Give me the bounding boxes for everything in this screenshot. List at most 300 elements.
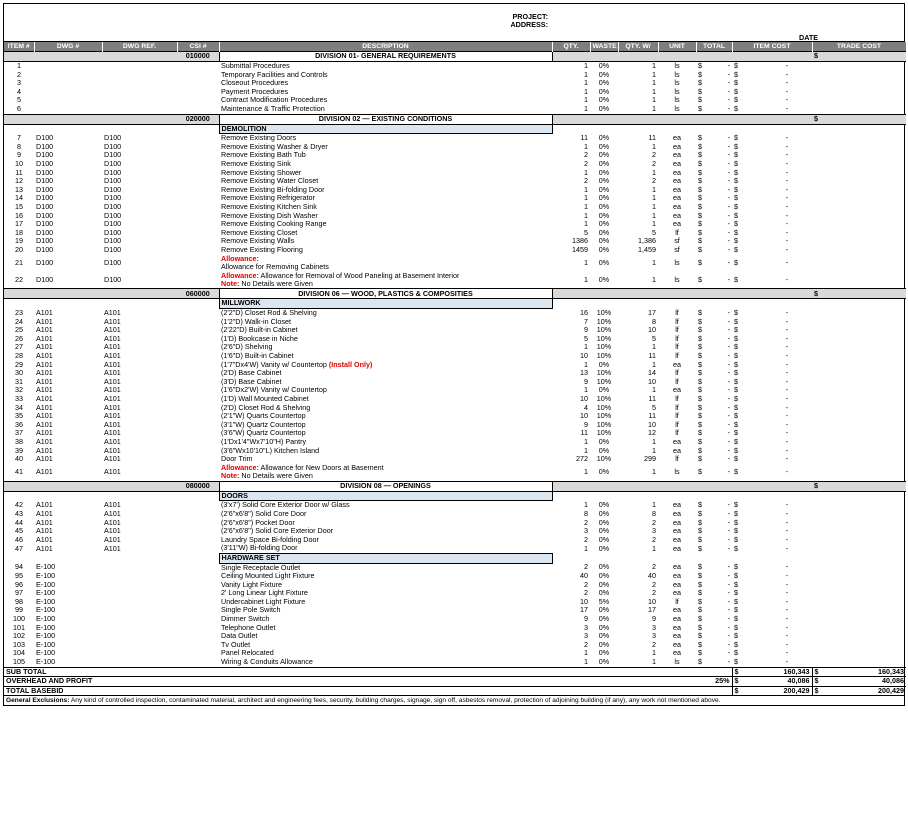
dash: - <box>785 274 788 284</box>
dwg-ref: D100 <box>104 177 122 186</box>
item-cost-cell <box>732 237 812 246</box>
quantity-with-waste: 2 <box>652 580 656 589</box>
allowance-label: Allowance: <box>221 463 259 472</box>
item-cost-cell <box>732 563 812 572</box>
trade-cost-cell <box>812 395 906 404</box>
description <box>219 318 552 327</box>
item-cost-cell <box>732 160 812 169</box>
dash: - <box>785 632 788 641</box>
quantity-with-waste: 1 <box>652 257 656 267</box>
waste-percent: 0% <box>598 104 610 113</box>
dollar-sign: $ <box>698 649 702 658</box>
quantity-with-waste: 3 <box>652 527 656 536</box>
table-row <box>4 212 906 221</box>
dwg-number: E-100 <box>36 606 56 615</box>
dwg-ref <box>102 88 177 97</box>
dollar-sign: $ <box>734 159 738 168</box>
section-spacer <box>4 491 219 501</box>
dwg-number: E-100 <box>36 572 56 581</box>
dollar-sign: $ <box>698 386 702 395</box>
item-cost-cell <box>732 369 812 378</box>
csi-cell <box>177 254 219 271</box>
total-cell <box>696 229 732 238</box>
quantity: 2 <box>584 518 588 527</box>
dash: - <box>785 96 788 105</box>
dash: - <box>785 580 788 589</box>
item-cost-cell <box>732 438 812 447</box>
csi-cell <box>177 519 219 528</box>
dwg-number: E-100 <box>36 597 56 606</box>
table-row <box>4 335 906 344</box>
dwg-number: A101 <box>36 527 53 536</box>
item-cost-cell <box>732 169 812 178</box>
dollar-sign: $ <box>698 220 702 229</box>
dash: - <box>785 500 788 510</box>
unit: ls <box>674 87 680 96</box>
unit: ls <box>674 467 680 477</box>
csi-cell <box>177 177 219 186</box>
unit: ea <box>673 518 681 527</box>
unit: lf <box>675 369 679 378</box>
dollar-sign: $ <box>734 352 738 361</box>
description-text: Vanity Light Fixture <box>221 580 282 589</box>
dwg-ref: D100 <box>104 133 122 142</box>
description-text: Submittal Procedures <box>221 61 290 70</box>
trade-cost-cell <box>812 160 906 169</box>
description-text: Remove Existing Cooking Range <box>221 220 327 229</box>
item-cost-cell <box>732 79 812 88</box>
waste-percent: 0% <box>598 133 610 142</box>
dwg-number: E-100 <box>36 658 56 667</box>
total-cell <box>696 581 732 590</box>
dash: - <box>727 334 730 343</box>
quantity: 10 <box>580 412 588 421</box>
column-header: DWG # <box>34 42 102 52</box>
dwg-ref: A101 <box>104 386 121 395</box>
trade-cost-cell <box>812 79 906 88</box>
division-dollar: $ <box>812 52 906 62</box>
csi-cell <box>177 624 219 633</box>
item-number: 31 <box>15 377 23 386</box>
unit: ls <box>674 61 680 70</box>
waste-percent: 10% <box>596 369 612 378</box>
csi-cell <box>177 404 219 413</box>
quantity-with-waste: 14 <box>648 369 656 378</box>
trade-cost-cell <box>812 624 906 633</box>
dollar-sign: $ <box>698 70 702 79</box>
dash: - <box>727 420 730 429</box>
dash: - <box>727 352 730 361</box>
description-text: Closeout Procedures <box>221 79 289 88</box>
dollar-sign: $ <box>698 96 702 105</box>
item-number: 33 <box>15 395 23 403</box>
item-number: 39 <box>15 446 23 455</box>
description-text: (3'11"W) Bi-folding Door <box>221 544 298 553</box>
dash: - <box>785 518 788 527</box>
waste-percent: 10% <box>596 420 612 429</box>
dash: - <box>785 360 788 369</box>
dollar-sign: $ <box>734 467 738 477</box>
item-number: 37 <box>15 429 23 438</box>
estimate-table <box>4 42 907 695</box>
description <box>219 536 552 545</box>
dash: - <box>727 257 730 267</box>
description-text: Panel Relocated <box>221 649 274 658</box>
unit: ea <box>673 589 681 598</box>
allowance-text: Allowance for Removal of Wood Paneling at Basement Interior <box>258 271 460 280</box>
item-cost-cell <box>732 527 812 536</box>
dash: - <box>727 455 730 464</box>
total-cell <box>696 105 732 114</box>
trade-cost-cell <box>812 598 906 607</box>
dash: - <box>785 133 788 142</box>
trade-cost-cell <box>812 501 906 510</box>
dwg-number: A101 <box>36 467 53 477</box>
table-row <box>4 105 906 114</box>
item-cost-cell <box>732 632 812 641</box>
dash: - <box>727 527 730 536</box>
csi-cell <box>177 246 219 255</box>
dash: - <box>785 623 788 632</box>
dollar-sign: $ <box>734 527 738 536</box>
dwg-ref: A101 <box>104 420 121 429</box>
waste-percent: 0% <box>598 177 610 186</box>
dollar-sign: $ <box>698 177 702 186</box>
description-text: (1'7"Dx4'W) Vanity w/ Countertop <box>221 360 329 369</box>
unit: ea <box>673 500 681 510</box>
waste-percent: 0% <box>598 220 610 229</box>
description-text: (2'D) Base Cabinet <box>221 369 282 378</box>
item-number: 26 <box>15 334 23 343</box>
description-text: Remove Existing Closet <box>221 228 298 237</box>
unit: lf <box>675 326 679 335</box>
description-text: Dimmer Switch <box>221 615 270 624</box>
csi-cell <box>177 641 219 650</box>
unit: ls <box>674 274 680 284</box>
csi-cell <box>177 134 219 143</box>
dash: - <box>727 580 730 589</box>
item-cost-cell <box>732 96 812 105</box>
dash: - <box>727 317 730 326</box>
quantity-with-waste: 1 <box>652 343 656 352</box>
quantity: 11 <box>580 133 588 142</box>
dwg-ref <box>102 598 177 607</box>
allowance-text: Allowance for New Doors at Basement <box>258 463 384 472</box>
dash: - <box>785 194 788 203</box>
quantity-with-waste: 5 <box>652 334 656 343</box>
trade-cost-cell <box>812 527 906 536</box>
dash: - <box>727 500 730 510</box>
quantity: 1 <box>584 194 588 203</box>
table-row <box>4 615 906 624</box>
dollar-sign: $ <box>698 211 702 220</box>
description <box>219 464 552 482</box>
item-cost-cell <box>732 177 812 186</box>
dollar-sign: $ <box>734 326 738 335</box>
quantity-with-waste: 1 <box>652 658 656 667</box>
dash: - <box>785 535 788 544</box>
table-row <box>4 361 906 370</box>
totals-label: TOTAL BASEBID <box>4 686 696 695</box>
item-cost-cell <box>732 212 812 221</box>
dollar-sign: $ <box>698 202 702 211</box>
dwg-ref: A101 <box>104 343 121 352</box>
quantity: 1 <box>584 649 588 658</box>
quantity: 272 <box>576 455 588 464</box>
description-text: (3'D) Base Cabinet <box>221 377 282 386</box>
description <box>219 606 552 615</box>
quantity-with-waste: 17 <box>648 606 656 615</box>
waste-percent: 0% <box>598 518 610 527</box>
dwg-ref <box>102 105 177 114</box>
dwg-number: D100 <box>36 228 54 237</box>
dwg-number: A101 <box>36 395 53 403</box>
item-number: 25 <box>15 326 23 335</box>
item-cost-cell <box>732 447 812 456</box>
allowance-label: Allowance: <box>221 254 259 263</box>
total-cell <box>696 519 732 528</box>
dash: - <box>785 606 788 615</box>
item-cost-cell <box>732 105 812 114</box>
item-number: 29 <box>15 360 23 369</box>
division-dollar: $ <box>812 289 906 299</box>
csi-cell <box>177 271 219 289</box>
description <box>219 237 552 246</box>
trade-cost-cell <box>812 447 906 456</box>
csi-cell <box>177 237 219 246</box>
table-row <box>4 88 906 97</box>
dash: - <box>727 104 730 113</box>
csi-cell <box>177 220 219 229</box>
item-cost-cell <box>732 536 812 545</box>
total-cell <box>696 220 732 229</box>
quantity: 9 <box>584 420 588 429</box>
total-cell <box>696 318 732 327</box>
csi-cell <box>177 88 219 97</box>
quantity-with-waste: 1,459 <box>638 245 656 254</box>
dash: - <box>727 509 730 518</box>
dollar-sign: $ <box>734 177 738 186</box>
item-cost-cell <box>732 335 812 344</box>
dwg-number <box>34 79 102 88</box>
trade-cost-cell <box>812 134 906 143</box>
waste-percent: 0% <box>598 61 610 70</box>
totals-percent <box>696 686 732 695</box>
dash: - <box>727 177 730 186</box>
dwg-number: E-100 <box>36 615 56 624</box>
dollar-sign: $ <box>734 194 738 203</box>
dash: - <box>785 467 788 477</box>
column-header: CSI # <box>177 42 219 52</box>
quantity-with-waste: 2 <box>652 518 656 527</box>
dollar-sign: $ <box>734 580 738 589</box>
dash: - <box>727 467 730 477</box>
quantity: 2 <box>584 580 588 589</box>
dwg-ref: A101 <box>104 360 121 369</box>
dwg-number: A101 <box>36 455 53 464</box>
dash: - <box>785 615 788 624</box>
dwg-number: A101 <box>36 377 53 386</box>
dwg-number: E-100 <box>36 589 56 598</box>
quantity-with-waste: 1 <box>652 96 656 105</box>
dollar-sign: $ <box>734 572 738 581</box>
dollar-sign: $ <box>698 87 702 96</box>
waste-percent: 0% <box>598 168 610 177</box>
csi-cell <box>177 71 219 80</box>
dollar-sign: $ <box>734 623 738 632</box>
dash: - <box>785 369 788 378</box>
quantity-with-waste: 1 <box>652 437 656 446</box>
item-number: 96 <box>15 580 23 589</box>
item-number: 43 <box>15 509 23 518</box>
waste-percent: 0% <box>598 79 610 88</box>
dollar-sign: $ <box>734 228 738 237</box>
item-number: 98 <box>15 597 23 606</box>
dwg-ref: A101 <box>104 446 121 455</box>
dwg-number: A101 <box>36 360 53 369</box>
table-row <box>4 254 906 271</box>
totals-percent: 25% <box>696 677 732 687</box>
description-text: Data Outlet <box>221 632 258 641</box>
item-number: 3 <box>17 79 21 88</box>
dash: - <box>727 412 730 421</box>
total-cell <box>696 246 732 255</box>
quantity: 1386 <box>572 237 588 246</box>
division-title: DIVISION 08 — OPENINGS <box>219 481 552 491</box>
totals-item-cost <box>732 686 812 695</box>
table-row <box>4 429 906 438</box>
dash: - <box>727 437 730 446</box>
trade-cost-cell <box>812 96 906 105</box>
total-cell <box>696 527 732 536</box>
unit: ls <box>674 79 680 88</box>
csi-cell <box>177 186 219 195</box>
quantity: 1 <box>584 185 588 194</box>
dollar-sign: $ <box>734 220 738 229</box>
dollar-sign: $ <box>698 334 702 343</box>
description <box>219 160 552 169</box>
unit: ea <box>673 563 681 572</box>
quantity: 10 <box>580 352 588 361</box>
dwg-ref: D100 <box>104 211 122 220</box>
unit: ea <box>673 142 681 151</box>
quantity: 5 <box>584 228 588 237</box>
dash: - <box>785 437 788 446</box>
dwg-number: D100 <box>36 245 54 254</box>
dollar-sign: $ <box>698 658 702 667</box>
description <box>219 151 552 160</box>
waste-percent: 0% <box>598 632 610 641</box>
table-row <box>4 386 906 395</box>
dwg-number: D100 <box>36 211 54 220</box>
unit: lf <box>675 403 679 412</box>
dollar-sign: $ <box>734 257 738 267</box>
amount: 200,429 <box>783 686 810 695</box>
item-cost-cell <box>732 649 812 658</box>
trade-cost-cell <box>812 343 906 352</box>
total-cell <box>696 404 732 413</box>
item-cost-cell <box>732 412 812 421</box>
total-cell <box>696 79 732 88</box>
dash: - <box>785 237 788 246</box>
item-cost-cell <box>732 510 812 519</box>
dash: - <box>727 403 730 412</box>
unit: ea <box>673 360 681 369</box>
unit: ea <box>673 168 681 177</box>
quantity-with-waste: 5 <box>652 403 656 412</box>
trade-cost-cell <box>812 361 906 370</box>
unit: lf <box>675 228 679 237</box>
quantity: 1 <box>584 500 588 510</box>
waste-percent: 10% <box>596 352 612 361</box>
item-number: 23 <box>15 308 23 317</box>
description-text: (2'6"x6'8") Solid Core Exterior Door <box>221 527 334 536</box>
dwg-ref: D100 <box>104 185 122 194</box>
section-spacer <box>552 124 906 134</box>
table-row <box>4 186 906 195</box>
dwg-number: D100 <box>36 151 54 160</box>
dollar-sign: $ <box>734 308 738 317</box>
quantity-with-waste: 2 <box>652 640 656 649</box>
dwg-number <box>34 88 102 97</box>
csi-cell <box>177 96 219 105</box>
table-row <box>4 229 906 238</box>
description-text: Remove Existing Walls <box>221 237 295 246</box>
csi-cell <box>177 369 219 378</box>
item-cost-cell <box>732 88 812 97</box>
dash: - <box>785 211 788 220</box>
trade-cost-cell <box>812 229 906 238</box>
amount: 40,086 <box>882 676 904 686</box>
section-row <box>4 553 906 563</box>
totals-row <box>4 686 906 695</box>
total-cell <box>696 572 732 581</box>
dollar-sign: $ <box>734 420 738 429</box>
waste-percent: 10% <box>596 326 612 335</box>
dollar-sign: $ <box>698 151 702 160</box>
dollar-sign: $ <box>734 61 738 70</box>
trade-cost-cell <box>812 589 906 598</box>
totals-row <box>4 677 906 687</box>
quantity: 11 <box>580 429 588 438</box>
waste-percent: 10% <box>596 403 612 412</box>
dwg-number: D100 <box>36 177 54 186</box>
dollar-sign: $ <box>698 403 702 412</box>
dwg-number: A101 <box>36 429 53 438</box>
quantity-with-waste: 1 <box>652 168 656 177</box>
quantity: 5 <box>584 334 588 343</box>
dollar-sign: $ <box>734 386 738 395</box>
table-row <box>4 447 906 456</box>
item-cost-cell <box>732 615 812 624</box>
description-text: Wiring & Conduits Allowance <box>221 658 313 667</box>
section-spacer <box>552 299 906 309</box>
item-cost-cell <box>732 352 812 361</box>
item-number: 97 <box>15 589 23 598</box>
dwg-ref: A101 <box>104 500 121 510</box>
dollar-sign: $ <box>734 500 738 510</box>
dwg-ref: A101 <box>104 403 121 412</box>
waste-percent: 0% <box>598 360 610 369</box>
item-number: 44 <box>15 518 23 527</box>
table-row <box>4 438 906 447</box>
csi-cell <box>177 309 219 318</box>
item-number: 5 <box>17 96 21 105</box>
csi-cell <box>177 421 219 430</box>
description <box>219 563 552 572</box>
quantity-with-waste: 11 <box>648 412 656 421</box>
unit: ea <box>673 202 681 211</box>
